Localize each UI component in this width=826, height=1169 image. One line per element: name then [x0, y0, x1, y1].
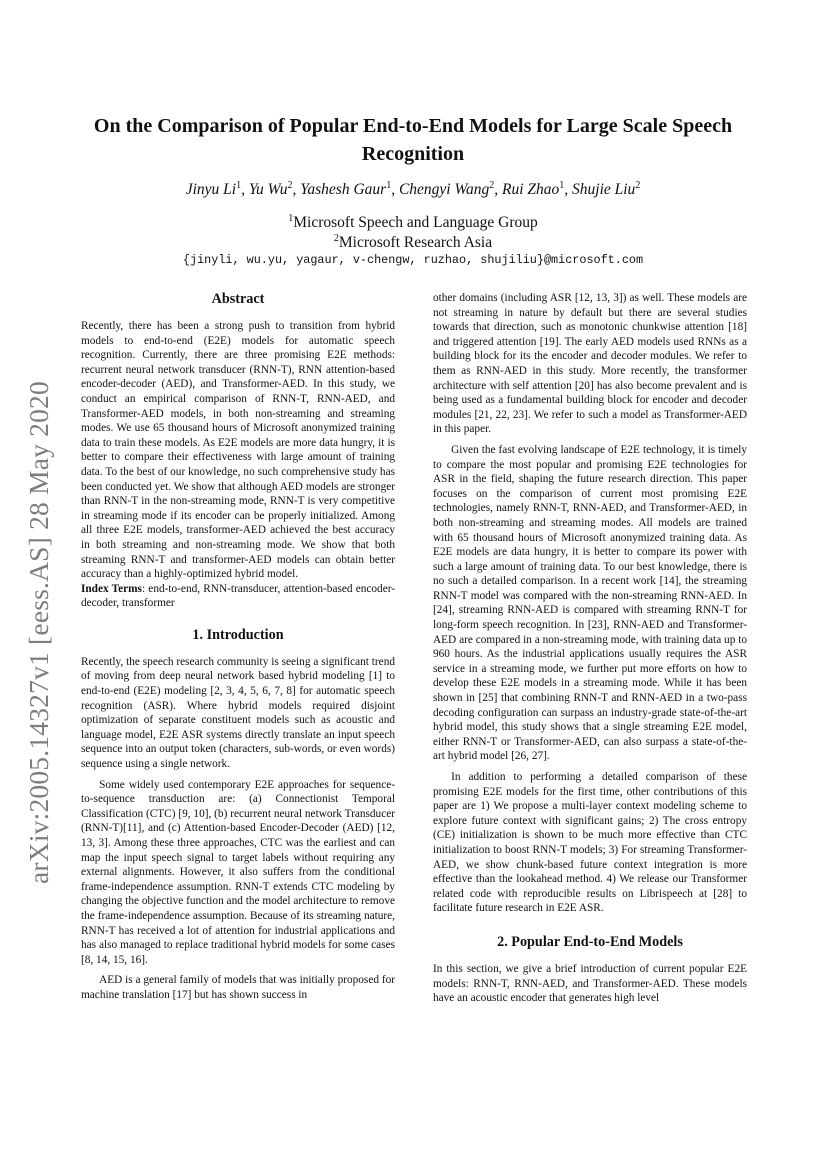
author-separator: , — [241, 181, 249, 198]
author-emails: {jinyli, wu.yu, yagaur, v-chengw, ruzhao, shujiliu}@microsoft.com — [182, 253, 644, 267]
author-separator: , — [292, 181, 301, 198]
intro-paragraph: Some widely used contemporary E2E approaches for sequence-to-sequence transduction are: (a) Connectionist Temporal Classification (CTC) [9, 10], (b) recurrent neural network Transducer (RNN-T)[11], and (c) Attention-based Encoder-Decoder (AED) [12, 13, 3]. Among these three approaches, CTC was the earliest and can map the input speech signal to target labels without requiring any external alignments. However, it also suffers from the conditional frame-independence assumption. RNN-T extends CTC modeling by changing the objective function and the model architecture to remove the frame-independence assumption. Because of its streaming nature, RNN-T has received a lot of attention for industrial applications and has also managed to replace traditional hybrid models for some cases [8, 14, 15, 16]. — [81, 778, 395, 966]
section2-paragraph: In this section, we give a brief introduction of current popular E2E models: RNN-T, RNN-AED, and Transformer-AED. These models have an acoustic encoder that generates high level — [433, 962, 747, 1005]
right-column — [433, 291, 747, 1006]
index-terms-label: Index Terms — [81, 582, 142, 595]
section2-heading: 2. Popular End-to-End Models — [497, 933, 683, 950]
paper-title: On the Comparison of Popular End-to-End Models for Large Scale Speech Recognition — [93, 115, 733, 165]
author: Yashesh Gaur — [300, 181, 387, 198]
author-affiliation-mark: 1 — [386, 180, 392, 191]
abstract-heading: Abstract — [211, 291, 265, 307]
author: Yu Wu — [248, 181, 288, 198]
left-column — [81, 287, 395, 1003]
intro-heading: 1. Introduction — [192, 626, 284, 643]
author-affiliation-mark: 1 — [236, 180, 242, 191]
intro-paragraph: Given the fast evolving landscape of E2E technology, it is timely to compare the most popular and promising E2E technologies for ASR in the field, shaping the future research direction. This paper focuses on the comparison of current most promising E2E technologies, namely RNN-T, RNN-AED, and Transformer-AED, in both non-streaming and streaming modes. All models are trained with 65 thousand hours of Microsoft anonymized training data. As E2E models are data hungry, it is better to compare its power with such a large amount of training data. To our best knowledge, there is no such a detailed comparison. In a recent work [14], the streaming RNN-T model was compared with the non-streaming RNN-AED. In [24], streaming RNN-AED is compared with streaming RNN-T for long-form speech recognition. In [23], RNN-AED and Transformer-AED are compared in a non-streaming mode, with training data up to 960 hours. As the industrial applications usually requires the ASR service in a streaming mode, we further put more efforts on how to develop these E2E models in a streaming mode. While it has been shown in [25] that combining RNN-T and RNN-AED in a two-pass decoding configuration can surpass an industry-grade state-of-the-art hybrid model, this study shows that a single streaming E2E model, either RNN-T or Transformer-AED, can also surpass a state-of-the-art hybrid model [26, 27]. — [433, 443, 747, 763]
intro-paragraph: AED is a general family of models that was initially proposed for machine translation [17] but has shown success in — [81, 974, 395, 1001]
affiliation-number: 2 — [333, 233, 339, 244]
author-affiliation-mark: 2 — [287, 180, 293, 191]
affiliation-name: Microsoft Research Asia — [338, 234, 493, 251]
abstract-text: Recently, there has been a strong push to transition from hybrid models to end-to-end (E2E) models for automatic speech recognition. Currently, there are three promising E2E methods: recurrent neural network transducer (RNN-T), RNN attention-based encoder-decoder (AED), and Transformer-AED. In this study, we conduct an empirical comparison of RNN-T, RNN-AED, and Transformer-AED models, in both non-streaming and streaming modes. We use 65 thousand hours of Microsoft anonymized training data to train these models. As E2E models are more data hungry, it is better to compare their effectiveness with large amount of training data. To the best of our knowledge, no such comprehensive study has been conducted yet. We show that although AED models are stronger than RNN-T in the non-streaming mode, RNN-T is very competitive in streaming mode if its encoder can be properly initialized. Among all three E2E models, transformer-AED achieved the best accuracy in both streaming and non-streaming mode. We show that both streaming RNN-T and transformer-AED models can obtain better accuracy than a highly-optimized hybrid model. — [81, 320, 395, 581]
intro-paragraph: In addition to performing a detailed comparison of these promising E2E models for the first time, other contributions of this paper are 1) We propose a multi-layer context modeling scheme to explore future context with significant gains; 2) The cross entropy (CE) initialization is shown to be much more effective than CTC initialization to boost RNN-T models; 3) For streaming Transformer-AED, we show chunk-based future context integration is more effective than the lookahead method. 4) We release our Transformer related code with reproducible results on Librispeech at [28] to facilitate future research in E2E ASR. — [433, 771, 747, 915]
index-terms-list: : end-to-end, RNN-transducer, attention-based encoder-decoder, transformer — [81, 582, 396, 610]
author: Chengyi Wang — [398, 181, 490, 198]
author-affiliation-mark: 2 — [635, 180, 641, 191]
index-terms — [81, 582, 395, 611]
author: Rui Zhao — [501, 181, 560, 198]
author-list — [80, 175, 746, 201]
intro-paragraph-continued: other domains (including ASR [12, 13, 3]) as well. These models are not streaming in nature by default but there are several studies towards that direction, such as monotonic chunkwise attention [18] and triggered attention [19]. The early AED models used RNNs as a building block for its the encoder and decoder modules. We refer to them as RNN-AED in this study. More recently, the transformer architecture with self attention [20] has also become prevalent and is being used as a fundamental building block for encoder and decoder modules [21, 22, 23]. We refer to such a model as Transformer-AED in this paper. — [433, 292, 747, 436]
arxiv-stamp: arXiv:2005.14327v1 [eess.AS] 28 May 2020 — [23, 381, 54, 884]
author-affiliation-mark: 2 — [489, 180, 495, 191]
author-separator: , — [564, 181, 573, 198]
intro-paragraph: Recently, the speech research community is seeing a significant trend of moving from deep neural network based hybrid modeling [1] to end-to-end (E2E) modeling [2, 3, 4, 5, 6, 7, 8] for automatic speech recognition (ASR). Where hybrid models required disjoint optimization of separate constituent models such as acoustic and language model, E2E ASR systems directly translate an input speech sequence into an output token (characters, sub-words, or even words) sequence using a single network. — [81, 655, 395, 771]
author: Shujie Liu — [572, 181, 636, 198]
author-separator: , — [494, 181, 502, 198]
author: Jinyu Li — [185, 181, 237, 198]
author-affiliation-mark: 1 — [559, 180, 565, 191]
affiliation — [80, 229, 746, 253]
author-separator: , — [391, 181, 399, 198]
affiliation-name: Microsoft Speech and Language Group — [293, 214, 538, 231]
affiliation-number: 1 — [288, 213, 294, 224]
